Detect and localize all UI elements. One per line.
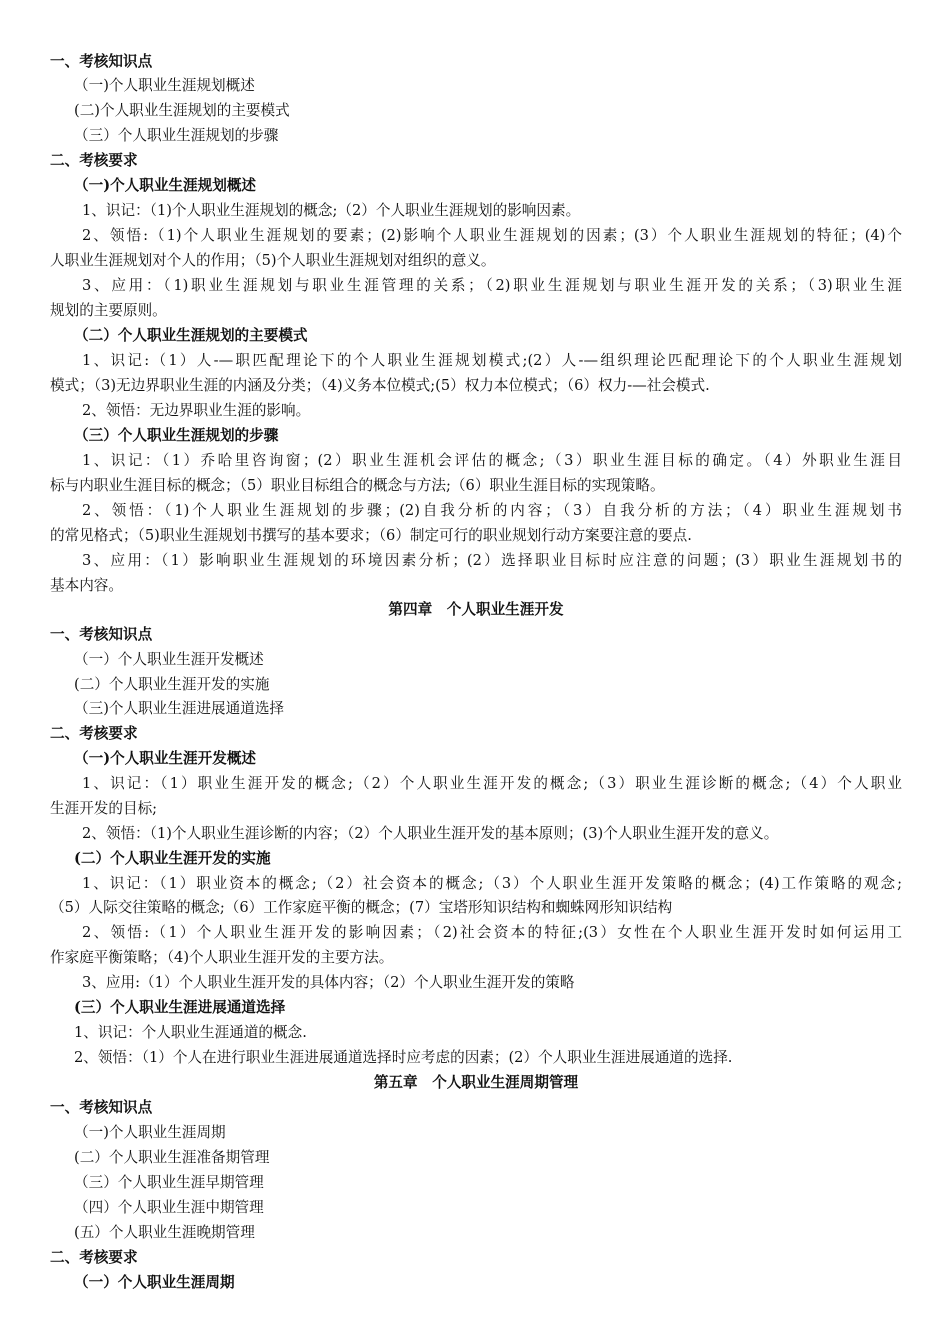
subsection-heading: (二）个人职业生涯开发的实施 bbox=[74, 850, 271, 867]
knowledge-point-item: (二）个人职业生涯开发的实施 bbox=[74, 676, 270, 693]
section-heading: 二、考核要求 bbox=[50, 152, 138, 169]
paragraph-line: 2、领悟：（1）个人在进行职业生涯进展通道选择时应考虑的因素；(2）个人职业生涯进展通道的选择. bbox=[74, 1049, 733, 1066]
paragraph-line: 1、识记:（1）人-—职匹配理论下的个人职业生涯规划模式;(2）人-—组织理论匹配理论下的个人职业生涯规划 bbox=[82, 352, 902, 369]
subsection-heading: （二）个人职业生涯规划的主要模式 bbox=[74, 327, 308, 344]
chapter-title: 第五章 个人职业生涯周期管理 bbox=[373, 1074, 579, 1091]
knowledge-point-item: （一）个人职业生涯开发概述 bbox=[74, 651, 264, 668]
paragraph-line: 3、应用：（1)职业生涯规划与职业生涯管理的关系；（2)职业生涯规划与职业生涯开发的关系；（3)职业生涯 bbox=[82, 277, 902, 294]
paragraph-line: 作家庭平衡策略；（4)个人职业生涯开发的主要方法。 bbox=[50, 949, 394, 966]
knowledge-point-item: （三）个人职业生涯早期管理 bbox=[74, 1174, 264, 1191]
paragraph-line: 1、识记：（1）职业生涯开发的概念;（2）个人职业生涯开发的概念;（3）职业生涯诊断的概念;（4）个人职业 bbox=[82, 775, 902, 792]
paragraph-line: 规划的主要原则。 bbox=[50, 302, 167, 319]
paragraph-line: 1、识记：个人职业生涯通道的概念. bbox=[74, 1024, 307, 1041]
knowledge-point-item: （一)个人职业生涯规划概述 bbox=[74, 77, 255, 94]
section-heading: 一、考核知识点 bbox=[50, 53, 153, 70]
paragraph-line: 2、领悟：无边界职业生涯的影响。 bbox=[82, 402, 311, 419]
subsection-heading: （一)个人职业生涯规划概述 bbox=[74, 177, 257, 194]
paragraph-line: 1、识记：（1)个人职业生涯规划的概念;（2）个人职业生涯规划的影响因素。 bbox=[82, 202, 581, 219]
knowledge-point-item: （四）个人职业生涯中期管理 bbox=[74, 1199, 264, 1216]
paragraph-line: 基本内容。 bbox=[50, 577, 123, 594]
subsection-heading: （三）个人职业生涯规划的步骤 bbox=[74, 427, 279, 444]
paragraph-line: 标与内职业生涯目标的概念；（5）职业目标组合的概念与方法;（6）职业生涯目标的实现策略。 bbox=[50, 477, 665, 494]
paragraph-line: 3、应用：（1）影响职业生涯规划的环境因素分析；(2）选择职业目标时应注意的问题；(3）职业生涯规划书的 bbox=[82, 552, 902, 569]
paragraph-line: 生涯开发的目标; bbox=[50, 800, 158, 817]
paragraph-line: 3、应用:（1）个人职业生涯开发的具体内容；（2）个人职业生涯开发的策略 bbox=[82, 974, 575, 991]
paragraph-line: （5）人际交往策略的概念;（6）工作家庭平衡的概念；(7）宝塔形知识结构和蜘蛛网形知识结构 bbox=[50, 899, 673, 916]
knowledge-point-item: （三)个人职业生涯进展通道选择 bbox=[74, 700, 285, 717]
knowledge-point-item: （三）个人职业生涯规划的步骤 bbox=[74, 127, 279, 144]
paragraph-line: 的常见格式；（5)职业生涯规划书撰写的基本要求；（6）制定可行的职业规划行动方案要注意的要点. bbox=[50, 527, 692, 544]
section-heading: 一、考核知识点 bbox=[50, 626, 153, 643]
subsection-heading: (三）个人职业生涯进展通道选择 bbox=[74, 999, 286, 1016]
paragraph-line: 模式；（3)无边界职业生涯的内涵及分类；（4)义务本位模式;(5）权力本位模式；（6）权力-—社会模式. bbox=[50, 377, 710, 394]
section-heading: 二、考核要求 bbox=[50, 725, 138, 742]
knowledge-point-item: (二）个人职业生涯准备期管理 bbox=[74, 1149, 270, 1166]
knowledge-point-item: （一)个人职业生涯周期 bbox=[74, 1124, 226, 1141]
subsection-heading: （一)个人职业生涯开发概述 bbox=[74, 750, 257, 767]
section-heading: 二、考核要求 bbox=[50, 1249, 138, 1266]
paragraph-line: 2、领悟：（1)个人职业生涯诊断的内容；（2）个人职业生涯开发的基本原则；(3)个人职业生涯开发的意义。 bbox=[82, 825, 779, 842]
paragraph-line: 2、领悟：（1)个人职业生涯规划的步骤；(2)自我分析的内容；（3）自我分析的方法；（4）职业生涯规划书 bbox=[82, 502, 902, 519]
chapter-title: 第四章 个人职业生涯开发 bbox=[388, 601, 564, 618]
subsection-heading: （一）个人职业生涯周期 bbox=[74, 1274, 235, 1291]
paragraph-line: 2、领悟:（1）个人职业生涯开发的影响因素；（2)社会资本的特征;(3）女性在个人职业生涯开发时如何运用工 bbox=[82, 924, 902, 941]
paragraph-line: 1、识记：（1）职业资本的概念;（2）社会资本的概念;（3）个人职业生涯开发策略的概念；(4)工作策略的观念; bbox=[82, 875, 902, 892]
paragraph-line: 2、领悟:（1)个人职业生涯规划的要素；(2)影响个人职业生涯规划的因素；(3）个人职业生涯规划的特征；(4)个 bbox=[82, 227, 902, 244]
section-heading: 一、考核知识点 bbox=[50, 1099, 153, 1116]
paragraph-line: 1、识记：（1）乔哈里咨询窗；(2）职业生涯机会评估的概念;（3）职业生涯目标的确定。（4）外职业生涯目 bbox=[82, 452, 902, 469]
knowledge-point-item: (五）个人职业生涯晚期管理 bbox=[74, 1224, 255, 1241]
paragraph-line: 人职业生涯规划对个人的作用；（5)个人职业生涯规划对组织的意义。 bbox=[50, 252, 496, 269]
knowledge-point-item: (二)个人职业生涯规划的主要模式 bbox=[74, 102, 290, 119]
